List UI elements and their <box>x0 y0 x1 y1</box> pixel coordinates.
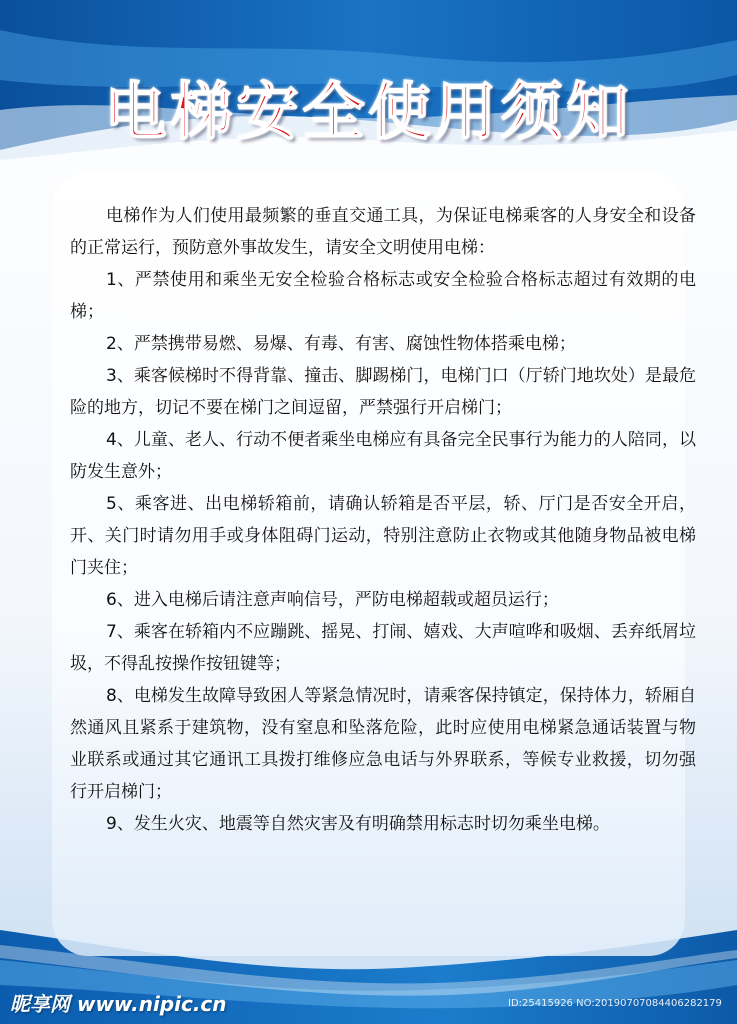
rule-item-7: 7、乘客在轿箱内不应蹦跳、摇晃、打闹、嬉戏、大声喧哗和吸烟、丢弃纸屑垃圾，不得乱按操作按钮键等； <box>70 622 696 674</box>
page-title: 电梯安全使用须知 <box>104 75 633 148</box>
rule-item-3: 3、乘客候梯时不得背靠、撞击、脚踢梯门，电梯门口（厅轿门地坎处）是最危险的地方，切记不要在梯门之间逗留，严禁强行开启梯门； <box>70 366 696 418</box>
rule-item-2: 2、严禁携带易燃、易爆、有毒、有害、腐蚀性物体搭乘电梯； <box>106 334 576 354</box>
rule-item-8: 8、电梯发生故障导致困人等紧急情况时，请乘客保持镇定，保持体力，轿厢自然通风且紧系于建筑物，没有窒息和坠落危险，此时应使用电梯紧急通话装置与物业联系或通过其它通讯工具拨打维修应急电话与外界联系，等候专业救援，切勿强行开启梯门； <box>70 686 696 802</box>
rule-item-6: 6、进入电梯后请注意声响信号，严防电梯超载或超员运行； <box>106 590 559 610</box>
rule-item-9: 9、发生火灾、地震等自然灾害及有明确禁用标志时切勿乘坐电梯。 <box>106 814 610 834</box>
rule-item-1: 1、严禁使用和乘坐无安全检验合格标志或安全检验合格标志超过有效期的电梯； <box>70 270 696 322</box>
intro-paragraph: 电梯作为人们使用最频繁的垂直交通工具，为保证电梯乘客的人身安全和设备的正常运行，预防意外事故发生，请安全文明使用电梯： <box>70 206 696 258</box>
watermark-id: ID:25415926 NO:20190707084406282179 <box>508 998 722 1009</box>
rule-item-5: 5、乘客进、出电梯轿箱前，请确认轿箱是否平层，轿、厅门是否安全开启，开、关门时请勿用手或身体阻碍门运动，特别注意防止衣物或其他随身物品被电梯门夹住； <box>70 494 696 578</box>
watermark-site: 昵享网 www.nipic.cn <box>10 992 227 1016</box>
notice-body <box>70 200 696 840</box>
rule-item-4: 4、儿童、老人、行动不便者乘坐电梯应有具备完全民事行为能力的人陪同，以防发生意外； <box>70 430 696 482</box>
